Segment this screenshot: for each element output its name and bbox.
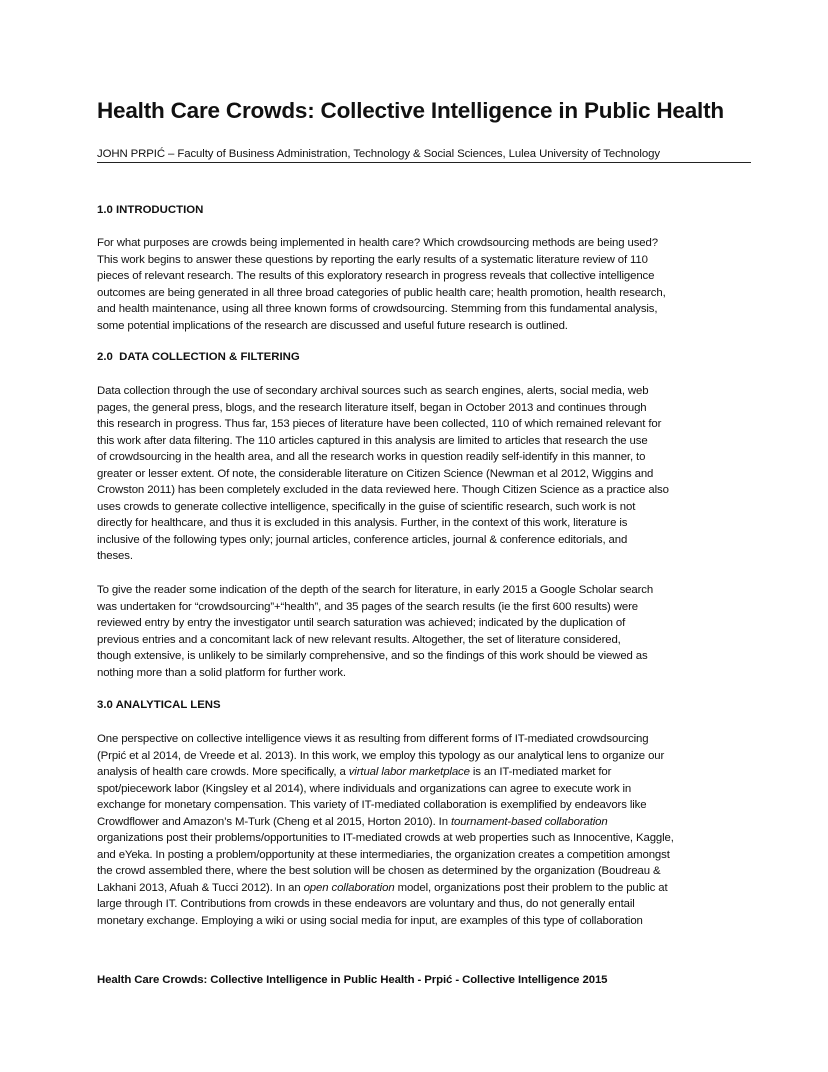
italic-term: open collaboration bbox=[303, 881, 395, 894]
section-heading-analytical-lens: 3.0 ANALYTICAL LENS bbox=[97, 699, 221, 711]
paper-title: Health Care Crowds: Collective Intelligence in Public Health bbox=[97, 98, 724, 123]
text-line: was undertaken for “crowdsourcing”+“health”, and 35 pages of the search results (ie the first 600 results) were bbox=[97, 600, 638, 613]
text-line: This work begins to answer these questions by reporting the early results of a systematic literature review of 110 bbox=[97, 253, 648, 266]
text-line: reviewed entry by entry the investigator until search saturation was achieved; indicated by the duplication of bbox=[97, 617, 626, 629]
italic-term: virtual labor marketplace bbox=[348, 766, 470, 778]
author-affiliation-line: JOHN PRPIĆ – Faculty of Business Administration, Technology & Social Sciences, Lulea University of Technology bbox=[97, 148, 751, 163]
text-line: and health maintenance, using all three known forms of crowdsourcing. Stemming from this fundamental analysis, bbox=[97, 303, 658, 315]
text-line: pieces of relevant research. The results of this exploratory research in progress reveals that collective intelligence bbox=[97, 270, 655, 282]
text-line: large through IT. Contributions from crowds in these endeavors are voluntary and thus, do not generally entail bbox=[97, 898, 635, 910]
text-line: analysis of health care crowds. More specifically, a virtual labor marketplace is an IT-mediated market for bbox=[97, 766, 612, 778]
text-line: (Prpić et al 2014, de Vreede et al. 2013). In this work, we employ this typology as our analytical lens to organize our bbox=[97, 749, 665, 762]
text-line: pages, the general press, blogs, and the research literature itself, began in October 2013 and continues through bbox=[97, 401, 647, 414]
text-line: For what purposes are crowds being implemented in health care? Which crowdsourcing methods are being used? bbox=[97, 237, 658, 249]
text-line: greater or lesser extent. Of note, the considerable literature on Citizen Science (Newman et al 2012, Wiggins and bbox=[97, 467, 654, 480]
text-line: of crowdsourcing in the health area, and all the research works in question readily self-identify in this manner, to bbox=[97, 451, 646, 463]
paragraph-data-collection-2 bbox=[97, 582, 757, 681]
text-line: One perspective on collective intelligence views it as resulting from different forms of IT-mediated crowdsourcing bbox=[97, 733, 649, 745]
text-line: Crowdflower and Amazon’s M-Turk (Cheng et al 2015, Horton 2010). In tournament-based collaboration bbox=[97, 815, 608, 828]
section-heading-data-collection: 2.0 DATA COLLECTION & FILTERING bbox=[97, 351, 300, 363]
text-line: Lakhani 2013, Afuah & Tucci 2012). In an open collaboration model, organizations post their problem to the public at bbox=[97, 881, 668, 894]
paragraph-analytical-lens bbox=[97, 731, 757, 929]
section-heading-introduction: 1.0 INTRODUCTION bbox=[97, 204, 204, 216]
text-line: Data collection through the use of secondary archival sources such as search engines, alerts, social media, web bbox=[97, 385, 649, 397]
text-line: monetary exchange. Employing a wiki or using social media for input, are examples of this type of collaboration bbox=[97, 914, 643, 927]
text-line: theses. bbox=[97, 550, 133, 562]
text-line: nothing more than a solid platform for further work. bbox=[97, 666, 346, 679]
text-line: directly for healthcare, and thus it is excluded in this analysis. Further, in the context of this work, literature is bbox=[97, 517, 628, 529]
text-line: spot/piecework labor (Kingsley et al 2014), where individuals and organizations can agree to execute work in bbox=[97, 782, 632, 795]
text-line: though extensive, is unlikely to be similarly comprehensive, and so the findings of this work should be viewed as bbox=[97, 650, 648, 662]
text-line: the crowd assembled there, where the best solution will be chosen as determined by the organization (Boudreau & bbox=[97, 865, 661, 877]
text-line: and eYeka. In posting a problem/opportunity at these intermediaries, the organization creates a competition amongst bbox=[97, 848, 670, 861]
text-line: Crowston 2011) has been completely excluded in the data reviewed here. Though Citizen Science as a practice also bbox=[97, 484, 669, 496]
text-line: inclusive of the following types only; journal articles, conference articles, journal & conference editorials, and bbox=[97, 533, 628, 546]
paragraph-data-collection-1 bbox=[97, 383, 757, 565]
text-line: organizations post their problems/opportunities to IT-mediated crowds at web properties such as Innocentive, Kaggle, bbox=[97, 832, 674, 844]
italic-term: tournament-based collaboration bbox=[451, 815, 608, 828]
paragraph-introduction bbox=[97, 235, 757, 334]
page-footer: Health Care Crowds: Collective Intelligence in Public Health - Prpić - Collective Intelligence 2015 bbox=[97, 974, 608, 986]
text-line: this research in progress. Thus far, 153 pieces of literature have been collected, 110 of which remained relevant for bbox=[97, 418, 662, 430]
text-line: exchange for monetary compensation. This variety of IT-mediated collaboration is exemplified by endeavors like bbox=[97, 799, 647, 811]
text-line: outcomes are being generated in all three broad categories of public health care; health promotion, health research, bbox=[97, 286, 666, 299]
text-line: this work after data filtering. The 110 articles captured in this analysis are limited to articles that research the use bbox=[97, 434, 648, 447]
text-line: previous entries and a concomitant lack of new relevant results. Altogether, the set of literature considered, bbox=[97, 633, 621, 646]
text-line: uses crowds to generate collective intelligence, specifically in the guise of scientific research, such work is not bbox=[97, 500, 636, 513]
text-line: To give the reader some indication of the depth of the search for literature, in early 2015 a Google Scholar search bbox=[97, 584, 654, 596]
text-line: some potential implications of the research are discussed and useful future research is outlined. bbox=[97, 319, 568, 332]
